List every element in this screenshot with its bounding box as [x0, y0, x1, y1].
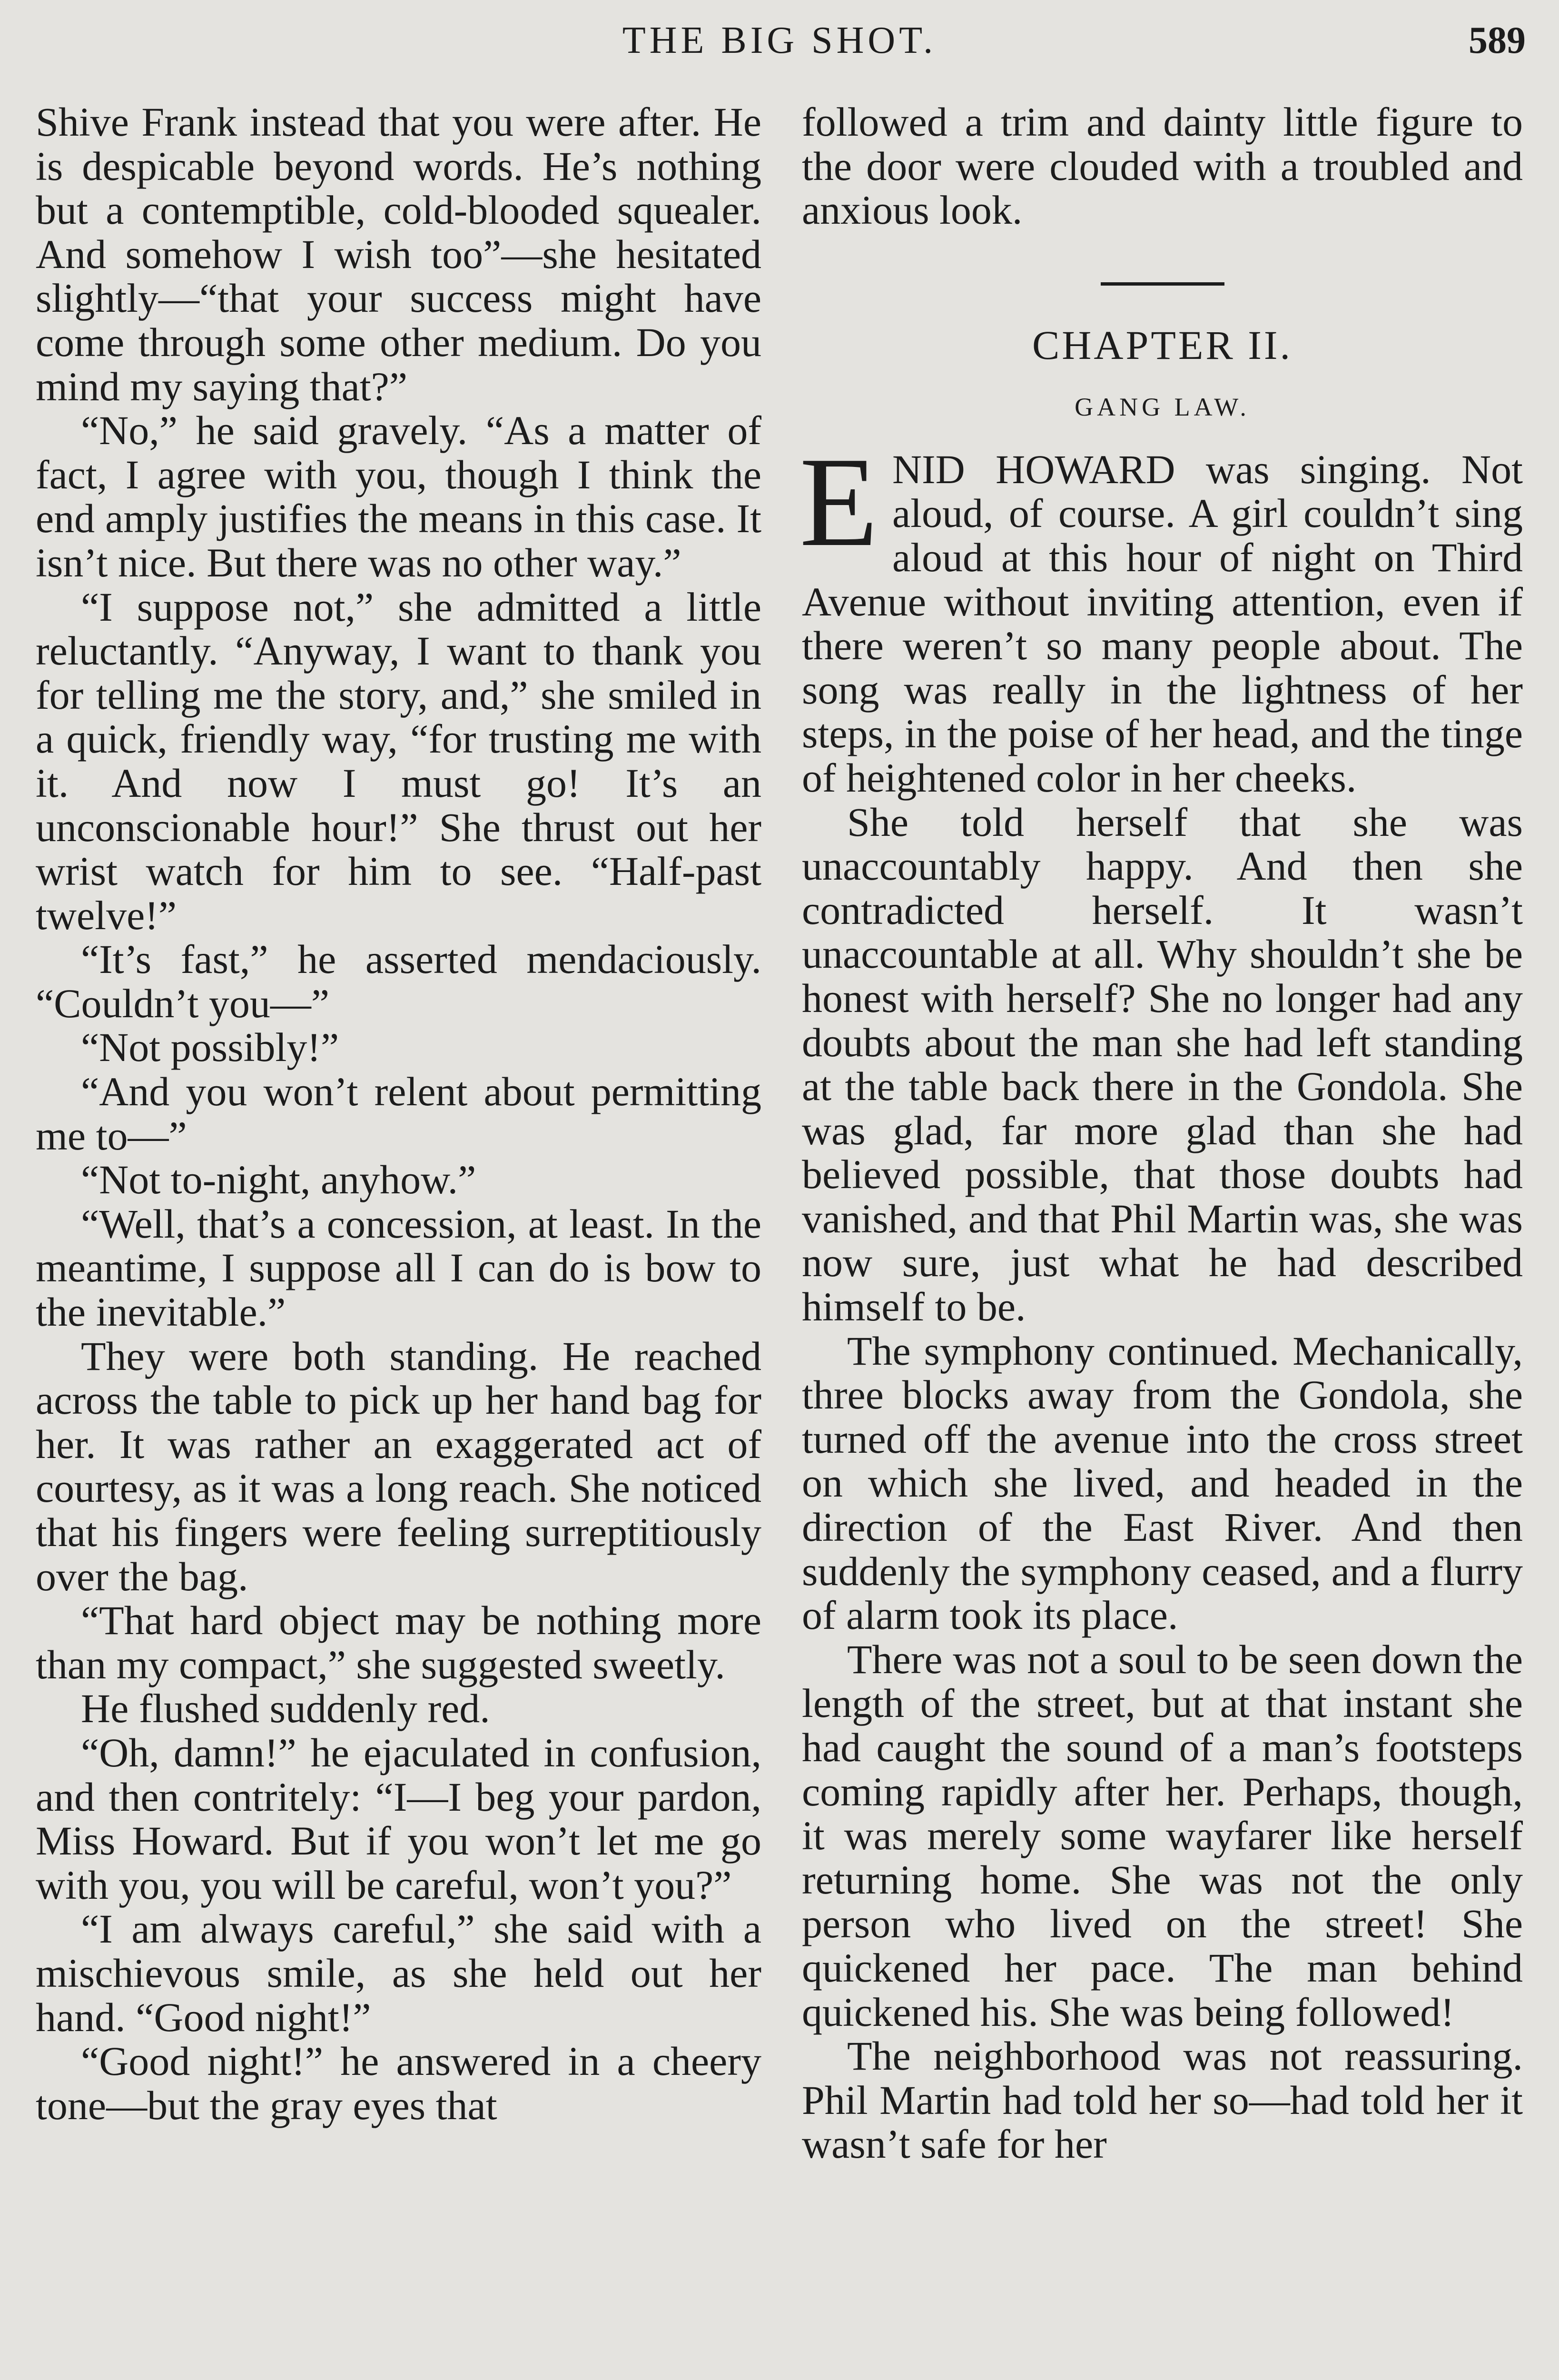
drop-cap: E: [799, 430, 878, 573]
page-number: 589: [1469, 20, 1526, 61]
paragraph: There was not a soul to be seen down the length of the street, but at that instant she had caught the sound of a man’s footsteps coming rapidly after her. Perhaps, though, it was merely some wayfarer like herself returning home. She was not the only person who lived on the street! She quickened her pace. The man behind quickened his. She was being followed!: [802, 1636, 1523, 2035]
paragraph: He flushed suddenly red.: [81, 1686, 490, 1732]
paragraph: “Not to-night, anyhow.”: [81, 1157, 476, 1203]
paragraph: “And you won’t relent about permitting me to—”: [36, 1069, 761, 1159]
chapter-opening-paragraph: [799, 430, 1523, 801]
paragraph: The symphony continued. Mechanically, three blocks away from the Gondola, she turned off the avenue into the cross street on which she lived, and headed in the direction of the East River. And then suddenly the symphony ceased, and a flurry of alarm took its place.: [802, 1328, 1523, 1638]
paragraph: “It’s fast,” he asserted mendaciously. “Couldn’t you—”: [36, 936, 761, 1026]
paragraph: “Well, that’s a concession, at least. In the meantime, I suppose all I can do is bow to the inevitable.”: [36, 1200, 761, 1335]
paragraph: She told herself that she was unaccountably happy. And then she contradicted herself. It wasn’t unaccountable at all. Why shouldn’t she be honest with herself? She no longer had any doubts about the man she had left standing at the table back there in the Gondola. She was glad, far more glad than she had believed possible, that those doubts had vanished, and that Phil Martin was, she was now sure, just what he had described himself to be.: [802, 799, 1523, 1330]
paragraph: Shive Frank instead that you were after. He is despicable beyond words. He’s nothing but a contemptible, cold-blooded squealer. And somehow I wish too”—she hesitated slightly—“that your success might have come through some other medium. Do you mind my saying that?”: [36, 99, 761, 409]
paragraph: “I am always careful,” she said with a mischievous smile, as she held out her hand. “Good night!”: [36, 1906, 761, 2040]
paragraph: “Oh, damn!” he ejaculated in confusion, and then contritely: “I—I beg your pardon, Miss Howard. But if you won’t let me go with you, you will be careful, won’t you?”: [36, 1729, 761, 1908]
section-divider: [1101, 282, 1224, 286]
chapter-title: CHAPTER II.: [1032, 322, 1293, 368]
chapter-subtitle: GANG LAW.: [1075, 392, 1250, 421]
right-column: [799, 99, 1523, 2167]
running-head: [0, 19, 1559, 71]
paragraph: “Good night!” he answered in a cheery tone—but the gray eyes that: [36, 2038, 761, 2128]
paragraph: They were both standing. He reached across the table to pick up her hand bag for her. It was rather an exaggerated act of courtesy, as it was a long reach. She noticed that his fingers were feeling surreptitiously over the bag.: [36, 1333, 761, 1599]
paragraph: “No,” he said gravely. “As a matter of fact, I agree with you, though I think the end amply justifies the means in this case. It isn’t nice. But there was no other way.”: [36, 407, 761, 585]
paragraph: The neighborhood was not reassuring. Phil Martin had told her so—had told her it wasn’t safe for her: [802, 2033, 1523, 2167]
running-title: THE BIG SHOT.: [622, 20, 937, 61]
paragraph: followed a trim and dainty little figure to the door were clouded with a troubled and anxious look.: [802, 99, 1523, 233]
opening-text: NID HOWARD was singing. Not aloud, of course. A girl couldn’t sing aloud at this hour of night on Third Avenue without inviting attention, even if there weren’t so many people about. The song was really in the lightness of her steps, in the poise of her head, and the tinge of heightened color in her cheeks.: [802, 446, 1523, 801]
paragraph: “Not possibly!”: [81, 1024, 339, 1071]
paragraph: “I suppose not,” she admitted a little reluctantly. “Anyway, I want to thank you for telling me the story, and,” she smiled in a quick, friendly way, “for trusting me with it. And now I must go! It’s an unconscionable hour!” She thrust out her wrist watch for him to see. “Half-past twelve!”: [36, 584, 761, 938]
left-column: [36, 100, 761, 2127]
paragraph: “That hard object may be nothing more than my compact,” she suggested sweetly.: [36, 1597, 761, 1687]
